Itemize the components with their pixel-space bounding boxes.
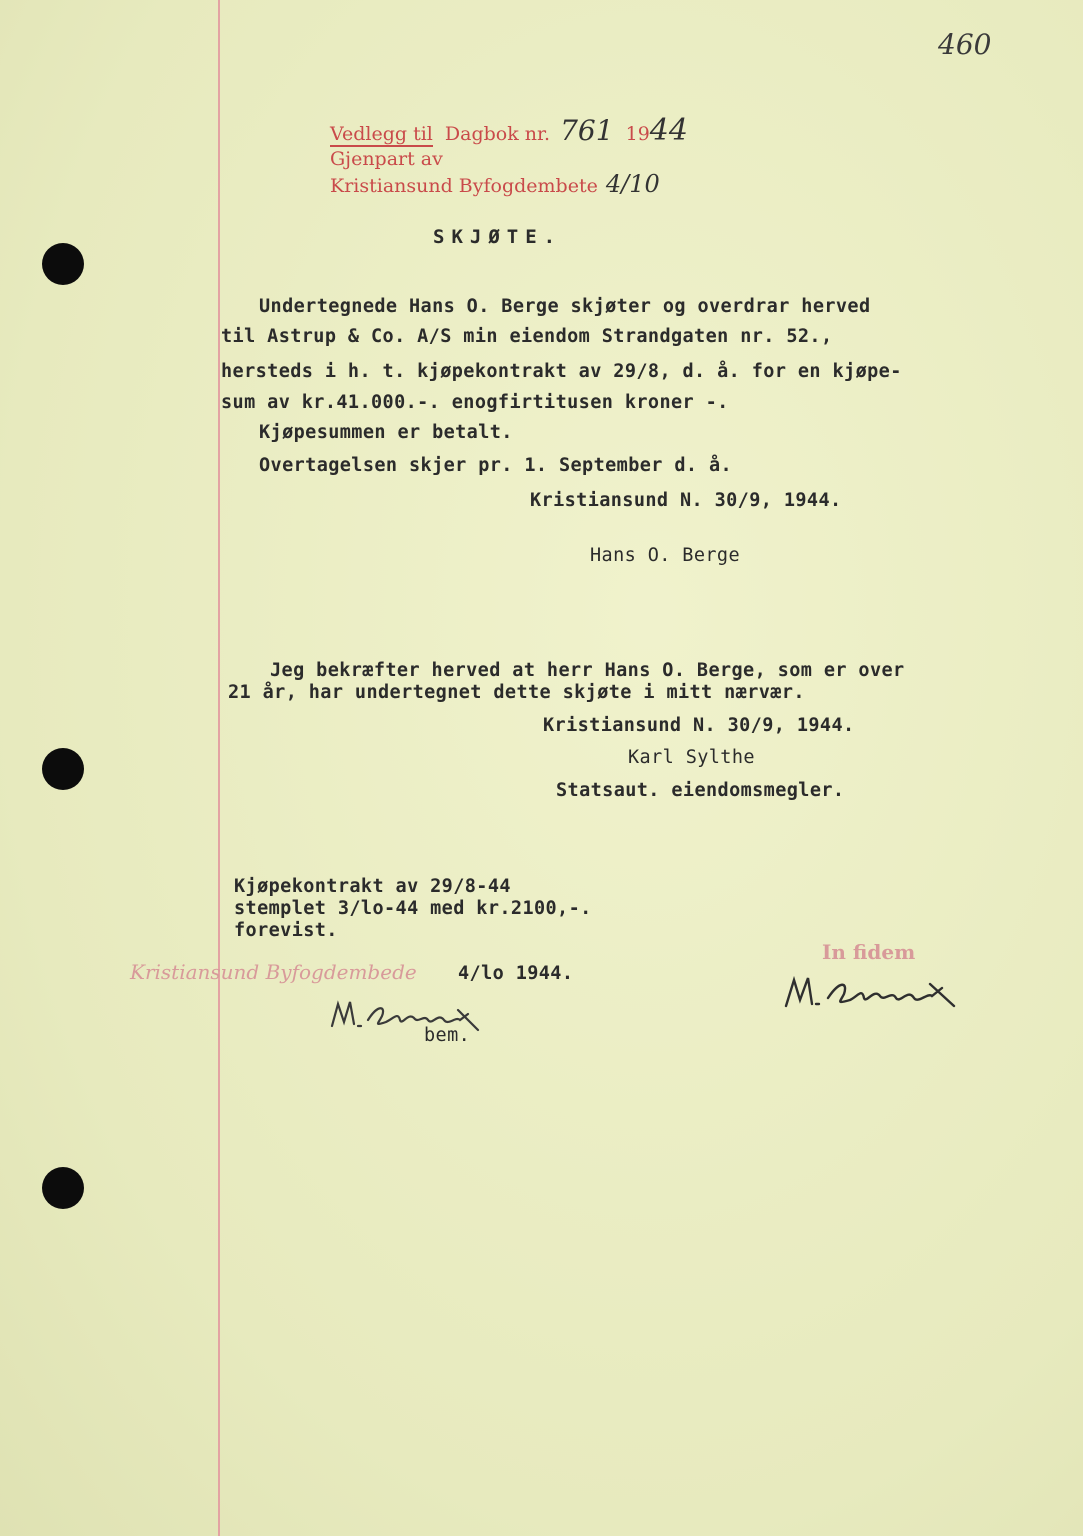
registration-line-1: Kjøpekontrakt av 29/8-44 [234,876,511,897]
body-line-1: Undertegnede Hans O. Berge skjøter og overdrar herved [259,296,871,317]
header-stamp [330,113,688,199]
stamp-year-hand: 44 [649,113,688,148]
body-line-2: til Astrup & Co. A/S min eiendom Strandgaten nr. 52., [221,326,833,347]
body-signer: Hans O. Berge [590,545,740,566]
body-line-3: hersteds i h. t. kjøpekontrakt av 29/8, d. å. for en kjøpe- [221,361,902,382]
stamp-line-1 [330,113,688,148]
witness-title: Statsaut. eiendomsmegler. [556,780,845,801]
stamp-line-3 [330,172,688,199]
stamp-line-2: Gjenpart av [330,148,443,170]
signature-right [782,966,962,1016]
witness-place-date: Kristiansund N. 30/9, 1944. [543,715,855,736]
stamp-dagbok: Dagbok nr. [444,123,551,145]
registration-line-2: stemplet 3/lo-44 med kr.2100,-. [234,898,592,919]
in-fidem-stamp: In fidem [822,940,916,964]
office-stamp: Kristiansund Byfogdembede [130,960,417,984]
witness-name: Karl Sylthe [628,747,755,768]
witness-line-1: Jeg bekræfter herved at herr Hans O. Berge, som er over [270,660,905,681]
stamp-office: Kristiansund Byfogdembete [330,175,598,197]
body-line-5: Kjøpesummen er betalt. [259,422,513,443]
registration-date: 4/lo 1944. [458,963,574,984]
witness-line-2: 21 år, har undertegnet dette skjøte i mitt nærvær. [228,682,805,703]
stamp-entry-number: 761 [560,114,614,147]
stamp-date-hand: 4/10 [605,170,660,198]
registration-bem: bem. [424,1025,471,1046]
document-title: SKJØTE. [433,226,563,248]
registration-line-3: forevist. [234,920,338,941]
punch-hole-bottom [42,1167,84,1209]
punch-hole-middle [42,748,84,790]
page-number: 460 [938,28,992,61]
body-line-4: sum av kr.41.000.-. enogfirtitusen kroner -. [221,392,729,413]
body-place-date: Kristiansund N. 30/9, 1944. [530,490,842,511]
stamp-year-prefix: 19 [625,123,650,145]
stamp-vedlegg: Vedlegg til [330,123,433,145]
punch-hole-top [42,243,84,285]
body-line-6: Overtagelsen skjer pr. 1. September d. å. [259,455,733,476]
margin-line [218,0,220,1536]
